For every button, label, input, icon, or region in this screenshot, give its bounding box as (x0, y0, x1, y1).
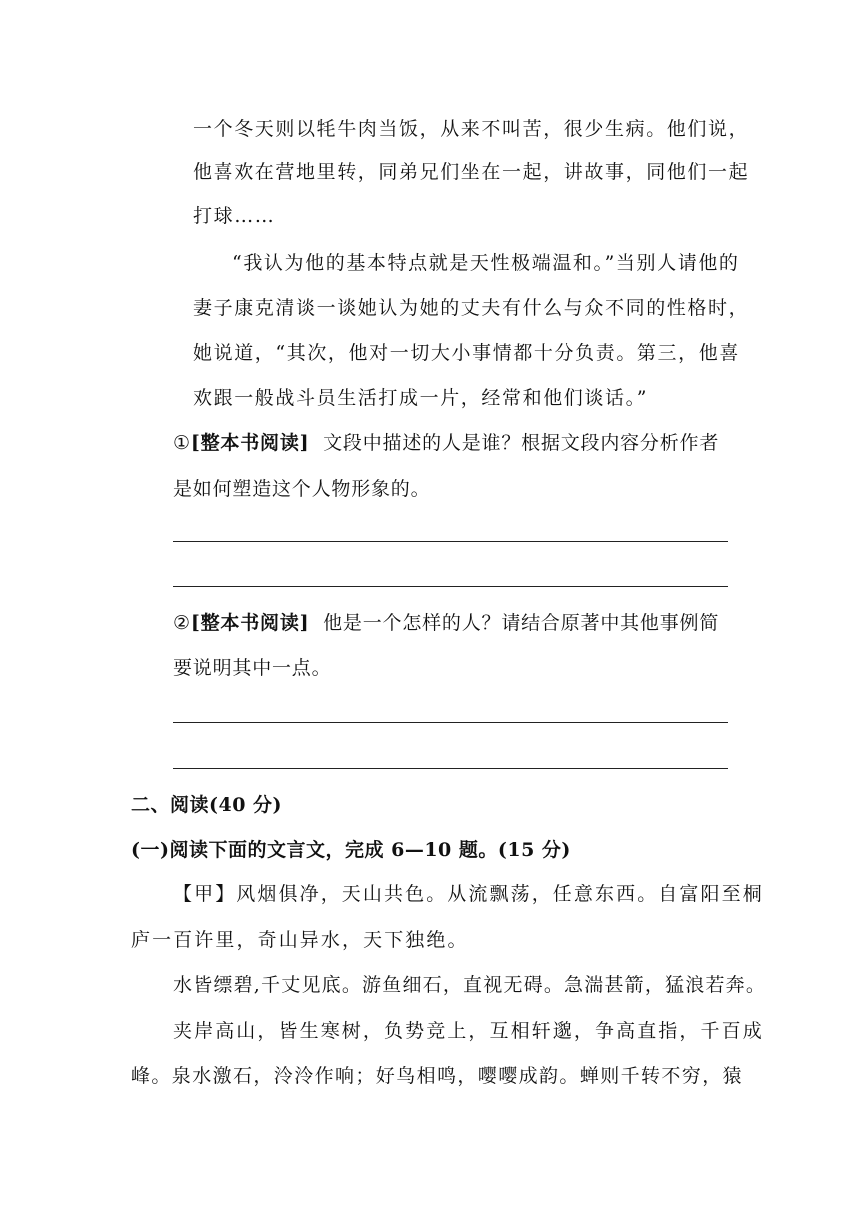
classical-line: 峰。泉水激石，泠泠作响；好鸟相鸣，嘤嘤成韵。蝉则千转不穷，猿 (131, 1065, 744, 1087)
passage-line: 妻子康克清谈一谈她认为她的丈夫有什么与众不同的性格时， (193, 297, 750, 319)
question-text: 他是一个怎样的人？请结合原著中其他事例简 (323, 612, 720, 634)
question-2-continued: 要说明其中一点。 (173, 657, 332, 679)
answer-line[interactable] (173, 722, 728, 723)
question-text: 文段中描述的人是谁？根据文段内容分析作者 (323, 432, 720, 454)
question-number: ① (173, 432, 191, 454)
passage-line: 打球…… (193, 205, 276, 227)
section-heading: 二、阅读(40 分) (131, 794, 283, 816)
section-subheading: (一)阅读下面的文言文，完成 6—10 题。(15 分) (131, 839, 571, 861)
question-tag: [整本书阅读] (190, 612, 310, 634)
classical-line: 水皆缥碧,千丈见底。游鱼细石，直视无碍。急湍甚箭，猛浪若奔。 (173, 974, 767, 996)
answer-line[interactable] (173, 768, 728, 769)
question-1-continued: 是如何塑造这个人物形象的。 (173, 478, 431, 500)
passage-line: 他喜欢在营地里转，同弟兄们坐在一起，讲故事，同他们一起 (193, 161, 750, 183)
passage-line: 一个冬天则以牦牛肉当饭，从来不叫苦，很少生病。他们说， (193, 118, 750, 140)
question-tag: [整本书阅读] (190, 432, 310, 454)
classical-line: 庐一百许里，奇山异水，天下独绝。 (131, 929, 469, 951)
question-2 (173, 611, 719, 635)
passage-line: “我认为他的基本特点就是天性极端温和。”当别人请他的 (232, 252, 740, 274)
passage-line: 她说道，“其次，他对一切大小事情都十分负责。第三，他喜 (193, 342, 740, 364)
classical-line: 【甲】风烟俱净，天山共色。从流飘荡，任意东西。自富阳至桐 (173, 883, 764, 905)
question-number: ② (173, 612, 191, 634)
answer-line[interactable] (173, 541, 728, 542)
answer-line[interactable] (173, 586, 728, 587)
classical-line: 夹岸高山，皆生寒树，负势竞上，互相轩邈，争高直指，千百成 (173, 1020, 764, 1042)
question-1 (173, 431, 719, 455)
passage-line: 欢跟一般战斗员生活打成一片，经常和他们谈话。” (193, 387, 649, 409)
